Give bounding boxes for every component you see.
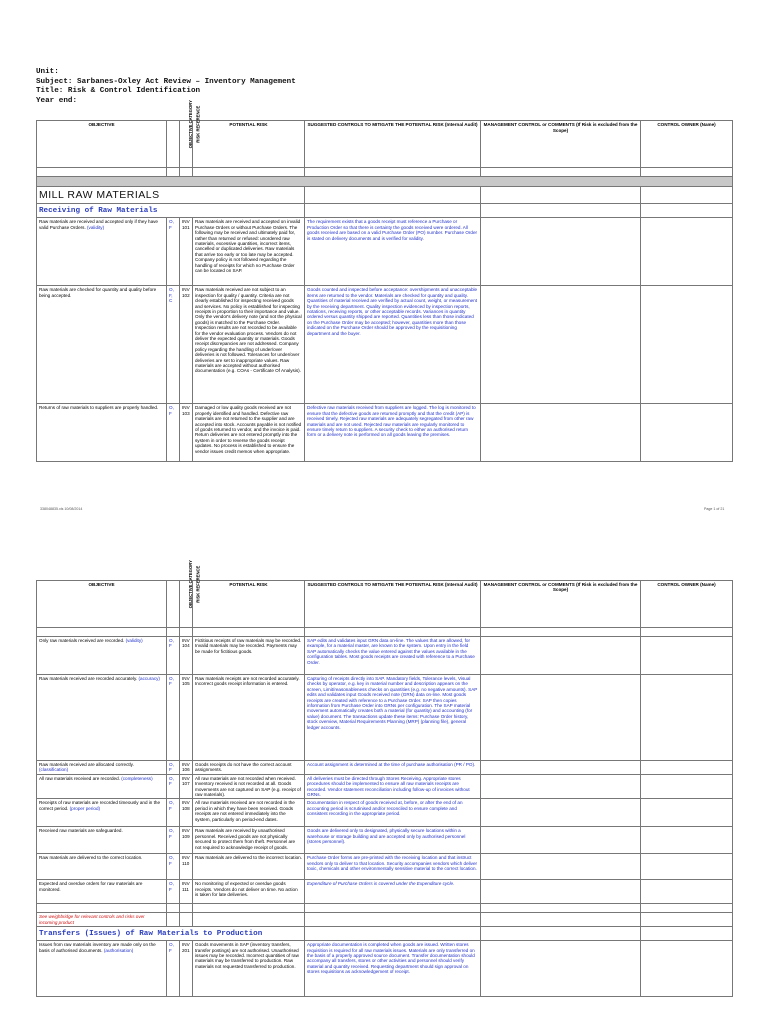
section-title: MILL RAW MATERIALS (37, 187, 305, 204)
suggested-control: SAP edits and validates input GRN data on-line. The values that are allowed, for example, for a material master, are known to the system. Upon entry in the field SAP automatically checks the value entered against the values available in the configuration tables. Most goods receipts are created with reference to a Purchase Order. (305, 637, 481, 675)
potential-risk: Raw materials are received by unauthorised personnel. Received goods are not physically secured to protect them from theft. Personnel are not required to acknowledge receipt of goods. (193, 827, 305, 854)
potential-risk: No monitoring of expected or overdue goods receipts. Vendors do not deliver on time. No action is taken for late deliveries. (193, 880, 305, 904)
risk-reference: INV109 (180, 827, 193, 854)
suggested-control: Appropriate documentation is completed when goods are issued. Written stores requisition is required for all raw materials issues. Materials are only transferred on the basis of a properly approved source document. Transfer documentation should accompany all transfers, stores or other activities and personnel should verify material and quantity received. Requesting department should sign approval on stores requisitions as acknowledgement of receipt. (305, 941, 481, 997)
note-text: See weighbridge for relevant controls and risks over incoming product (37, 913, 167, 927)
col-objective: OBJECTIVE (37, 121, 167, 168)
risk-reference: INV111 (180, 880, 193, 904)
suggested-control: Goods counted and inspected before acceptance: overshipments and unacceptable items are returned to the vendor. Materials are checked for quantity and quality. Quantities of material received are verified by actual count, weight, or measurement by the receiving department. Quality inspection evidenced by inspection reports, notations, receiving reports, or other acceptable records. Variances in quantity ordered versus quantity shipped are reported. Quantities less than those indicated on the Purchase Order may be accepted; however, quantities more than those indicated on the Purchase Order should be approved by the requisitioning department and the buyer. (305, 286, 481, 404)
control-owner-cell (641, 827, 733, 854)
suggested-control: Purchase Order forms are pre-printed with the receiving location and that instruct vendors only to deliver to that location. Security accompanies vendors which deliver toxic, chemicals and other environmentally sensitive material to the correct location. (305, 854, 481, 880)
col-objective: OBJECTIVE (37, 581, 167, 628)
table-row (37, 854, 733, 880)
management-control-cell (481, 675, 641, 761)
table-row (37, 799, 733, 827)
year-end-label: Year end: (36, 96, 78, 105)
table-row (37, 827, 733, 854)
table-row (37, 218, 733, 286)
objective-category: O, F (167, 218, 180, 286)
suggested-control: All deliveries must be directed through Stores Receiving. Appropriate stores procedures should be implemented to ensure all raw materials receipts are recorded. Vendor statement reconciliation including follow-up of invoices without GRNs. (305, 774, 481, 799)
suggested-control: Capturing of receipts directly into SAP. Mandatory fields, Tolerance levels, Visual checks by operator, e.g. key in material number and description appears on the screen, Limit/reasonableness checks on quantities (e.g. no negative amounts). SAP edits and validates input Goods received note (GRN) data on-line. Most goods receipts are created with reference to a Purchase Order. SAP then copies information from Purchase Order into GRNs per configuration. The SAP material movement automatically creates both a material (for quantity) and accounting (for value) document. The transactions update these items: Purchase Order history, stock overview, Material Requirements Planning (MRP) (planning file), general ledger accounts. (305, 675, 481, 761)
objective-text: Raw materials are delivered to the correct location. (39, 855, 143, 861)
col-potential-risk: POTENTIAL RISK (193, 581, 305, 628)
control-owner-cell (641, 854, 733, 880)
control-owner-cell (641, 675, 733, 761)
objective-text: Expected and overdue orders for raw materials are monitored. (39, 881, 143, 892)
potential-risk: Raw materials receipts are not recorded accurately. Incorrect goods receipt information is entered. (193, 675, 305, 761)
control-owner-cell (641, 286, 733, 404)
risk-reference: INV101 (180, 218, 193, 286)
management-control-cell (481, 218, 641, 286)
objective-tag: (validity) (87, 224, 105, 230)
col-management-control: MANAGEMENT CONTROL or COMMENTS (If Risk is excluded from the Scope) (481, 581, 641, 628)
management-control-cell (481, 774, 641, 799)
objective-text: Received raw materials are safeguarded. (39, 828, 123, 834)
risk-reference: INV110 (180, 854, 193, 880)
potential-risk: All raw materials are not recorded when received. Inventory received is not recorded at all. Goods movements are not captured on SAP (e.g. receipt of raw materials). (193, 774, 305, 799)
objective-category: O, F (167, 637, 180, 675)
control-owner-cell (641, 799, 733, 827)
suggested-control: The requirement exists that a goods receipt must reference a Purchase or Production Order so that there is certainty the goods received were ordered. All goods received are based on a valid Purchase Order (PO) number. Purchase Order is stated on delivery documents and is verified for validity. (305, 218, 481, 286)
document-page-1 (36, 68, 732, 462)
suggested-control: Documentation in respect of goods received at, before, or after the end of an accounting period is scrutinised and/or reconciled to ensure complete and consistent recording in the appropriate period. (305, 799, 481, 827)
potential-risk: Fictitious receipts of raw materials may be recorded. Invalid materials may be recorded. Payments may be made for fictitious goods. (193, 637, 305, 675)
management-control-cell (481, 941, 641, 997)
col-suggested-controls: SUGGESTED CONTROLS TO MITIGATE THE POTENTIAL RISK (Internal Audit) (305, 581, 481, 628)
risk-reference: INV104 (180, 637, 193, 675)
management-control-cell (481, 827, 641, 854)
objective-tag: (authorisation) (103, 947, 134, 953)
objective-tag: (proper period) (69, 805, 101, 811)
risk-reference: INV106 (180, 761, 193, 775)
suggested-control: Defective raw materials received from suppliers are logged. The log is monitored to ensure that the defective goods are returned promptly and that the credit (AP) is received timely. Rejected raw materials are adequately segregated from other raw materials and are not used. Rejected raw materials are regularly monitored to ensure timely return to suppliers. A security check to either an authorised return form or a delivery note is performed on all goods leaving the premises. (305, 404, 481, 462)
objective-category: O, F (167, 854, 180, 880)
subject-line: Subject: Sarbanes-Oxley Act Review – Inventory Management (36, 77, 296, 86)
footer-page-number: Page 1 of 21 (704, 507, 725, 511)
potential-risk: Raw materials are delivered to the incorrect location. (193, 854, 305, 880)
subsection-heading: Transfers (Issues) of Raw Materials to Production (37, 927, 305, 941)
potential-risk: Raw materials are received and accepted on invalid Purchase Orders or without Purchase Orders. The following may be received and ultimately paid for, rather than returned or refused: unordered raw materials, excessive quantities, incorrect items, cancelled or duplicated deliveries. Raw materials that arrive too early or too late may be accepted. Company policy is not followed regarding the handling of receipts for which no Purchase Order can be located on SAP. (193, 218, 305, 286)
control-owner-cell (641, 880, 733, 904)
document-header (36, 68, 732, 106)
unit-label: Unit: (36, 68, 59, 76)
objective-text: Issues from raw materials inventory are made only on the basis of authorised documents. (39, 942, 156, 953)
table-row (37, 286, 733, 404)
objective-category: O, F (167, 675, 180, 761)
control-owner-cell (641, 404, 733, 462)
suggested-control: Goods are delivered only to designated, physically secure locations within a warehouse or storage building and are accepted only by authorised personnel (stores personnel). (305, 827, 481, 854)
objective-text: Raw materials received are recorded accurately. (39, 676, 138, 681)
control-owner-cell (641, 637, 733, 675)
objective-text: Raw materials received are allocated correctly. (39, 762, 134, 767)
objective-tag: (classification) (39, 767, 69, 773)
management-control-cell (481, 637, 641, 675)
col-risk-reference: RISK REFERENCE (180, 121, 193, 168)
risk-reference: INV201 (180, 941, 193, 997)
col-control-owner: CONTROL OWNER (Name) (641, 121, 733, 168)
objective-category: O, F (167, 774, 180, 799)
col-control-owner: CONTROL OWNER (Name) (641, 581, 733, 628)
title-line: Title: Risk & Control Identification (36, 87, 201, 96)
potential-risk: Raw materials received are not subject to an inspection for quality / quantity. Criteria are not clearly established for inspecting received goods and services. No policy is established for inspecting receipts in proportion to their importance and value. Only the vendor's delivery note (and not the physical goods) is matched to the Purchase Order. Inspection results are not recorded to be available for the vendor evaluation process. Vendors do not deliver the expected quantity or materials. Goods receipt discrepancies are not addressed. Company policy regarding the handling of under/over deliveries is not followed. Tolerances for under/over deliveries are set to inappropriate values. Raw materials are accepted without authorised documentation (e.g. COAs - Certificate Of Analysis). (193, 286, 305, 404)
risk-reference: INV108 (180, 799, 193, 827)
table-row (37, 637, 733, 675)
potential-risk: Goods receipts do not have the correct account assignments. (193, 761, 305, 775)
management-control-cell (481, 761, 641, 775)
objective-category: O, F, C (167, 286, 180, 404)
table-row (37, 941, 733, 997)
management-control-cell (481, 286, 641, 404)
col-potential-risk: POTENTIAL RISK (193, 121, 305, 168)
objective-text: All raw materials received are recorded. (39, 775, 120, 781)
column-header-row (37, 581, 733, 628)
objective-tag: (accuracy) (138, 676, 160, 681)
objective-tag: (validity) (125, 638, 143, 643)
table-row (37, 761, 733, 775)
document-page-2 (36, 560, 732, 997)
potential-risk: All raw materials received are not recorded in the period in which they have been received. Goods receipts are not entered immediately into the system, particularly on period-end dates. (193, 799, 305, 827)
col-objective-category: OBJECTIVE CATEGORY (167, 121, 180, 168)
table-row (37, 404, 733, 462)
objective-category: O, F (167, 827, 180, 854)
potential-risk: Damaged or low quality goods received are not properly identified and handled. Defective raw materials are not returned to the supplier and are accepted into stock. Accounts payable is not notified of goods returned to vendor, and the invoice is paid. Return deliveries are not entered promptly into the system in order to reverse the goods receipt updates. No process is established to ensure the vendor issues credit memos when appropriate. (193, 404, 305, 462)
suggested-control: Expenditure of Purchase Orders is covered under the Expenditure cycle. (305, 880, 481, 904)
subsection-heading: Receiving of Raw Materials (37, 204, 305, 218)
management-control-cell (481, 404, 641, 462)
objective-text: Only raw materials received are recorded. (39, 638, 125, 643)
objective-category: O, F (167, 941, 180, 997)
objective-category: O, F (167, 404, 180, 462)
risk-reference: INV107 (180, 774, 193, 799)
objective-category: O, F (167, 799, 180, 827)
control-owner-cell (641, 774, 733, 799)
control-owner-cell (641, 941, 733, 997)
objective-text: Receipts of raw materials are recorded timeously and in the correct period. (39, 800, 161, 811)
table-row (37, 880, 733, 904)
objective-text: Raw materials are received and accepted only if they have valid Purchase Orders. (39, 219, 158, 230)
col-risk-reference: RISK REFERENCE (180, 581, 193, 628)
suggested-control: Account assignment is determined at the time of purchase authorisation (PR / PO). (305, 761, 481, 775)
control-owner-cell (641, 761, 733, 775)
potential-risk: Goods movements in SAP (inventory transfers, transfer postings) are not authorised. Unauthorised issues may be recorded. Incorrect quantities of raw materials may be transferred to production. Raw materials not requested transferred to production. (193, 941, 305, 997)
objective-text: Raw materials are checked for quantity and quality before being accepted. (39, 287, 157, 298)
risk-reference: INV102 (180, 286, 193, 404)
objective-category: O, F (167, 880, 180, 904)
col-management-control: MANAGEMENT CONTROL or COMMENTS (If Risk is excluded from the Scope) (481, 121, 641, 168)
management-control-cell (481, 799, 641, 827)
risk-reference: INV103 (180, 404, 193, 462)
col-objective-category: OBJECTIVE CATEGORY (167, 581, 180, 628)
objective-category: O, F (167, 761, 180, 775)
col-suggested-controls: SUGGESTED CONTROLS TO MITIGATE THE POTENTIAL RISK (Internal Audit) (305, 121, 481, 168)
risk-reference: INV105 (180, 675, 193, 761)
footer-file-info: 338048835.xls 10/08/2014 (40, 507, 83, 511)
column-header-row (37, 121, 733, 168)
table-row (37, 774, 733, 799)
management-control-cell (481, 880, 641, 904)
control-owner-cell (641, 218, 733, 286)
objective-text: Returns of raw materials to suppliers are properly handled. (39, 405, 159, 411)
objective-tag: (completeness) (121, 775, 153, 781)
table-row (37, 675, 733, 761)
management-control-cell (481, 854, 641, 880)
risk-control-table-continued (36, 560, 733, 997)
